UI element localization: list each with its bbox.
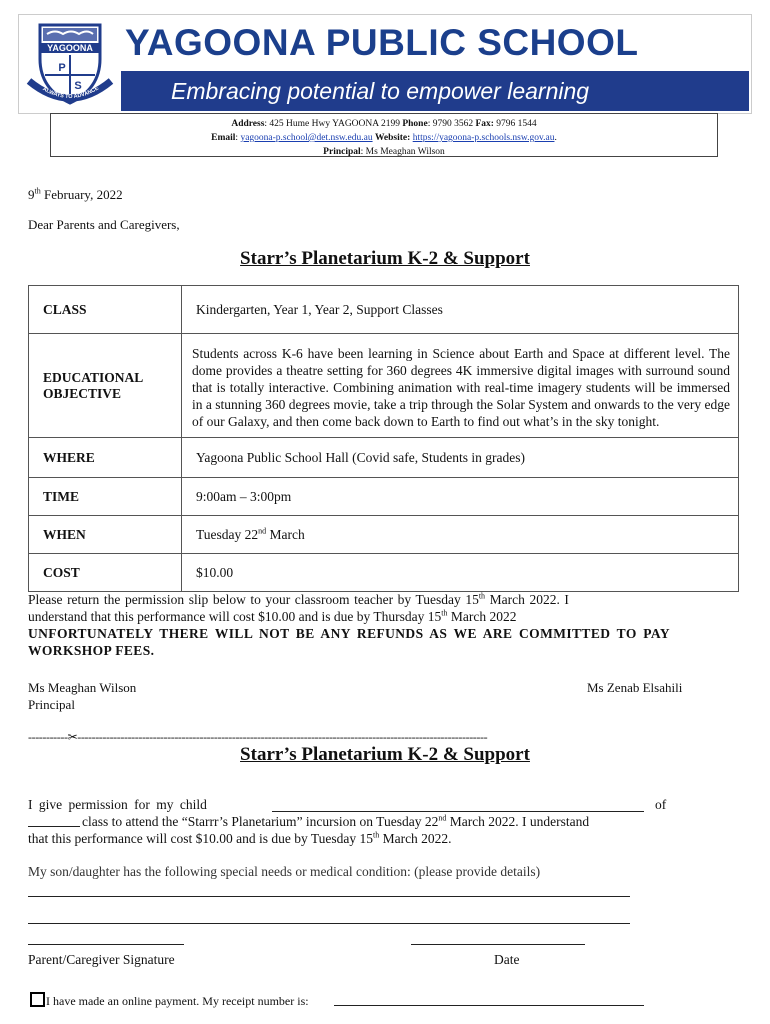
signature-label: Parent/Caregiver Signature: [28, 952, 175, 967]
when-label: WHEN: [29, 516, 182, 554]
principal-role: Principal: [28, 697, 75, 712]
contact-box: [50, 113, 718, 157]
permission-line-1: I give permission for my child: [28, 797, 207, 812]
class-value: Kindergarten, Year 1, Year 2, Support Classes: [182, 286, 739, 334]
table-row-when: [29, 516, 739, 554]
cut-line: -----------✂------------------------------------------------------------------------------------------------------------------: [28, 730, 488, 744]
address-line: Address: 425 Hume Hwy YAGOONA 2199 Phone: 9790 3562 Fax: 9796 1544: [231, 119, 537, 129]
school-banner: [18, 14, 752, 114]
cost-value: $10.00: [182, 554, 739, 592]
school-crest-icon: [25, 19, 115, 109]
permission-of: of: [655, 797, 667, 812]
principal-name: Ms Meaghan Wilson: [28, 680, 137, 695]
online-payment-label: I have made an online payment. My receipt number is:: [46, 994, 309, 1008]
email-link[interactable]: yagoona-p.school@det.nsw.edu.au: [240, 133, 373, 143]
when-value: Tuesday 22nd March: [182, 516, 739, 554]
refund-warning: UNFORTUNATELY THERE WILL NOT BE ANY REFUNDS AS WE ARE COMMITTED TO PAY WORKSHOP FEES.: [28, 626, 670, 658]
crest-letter-p: P: [58, 62, 66, 74]
medical-field-line-1[interactable]: [28, 884, 630, 897]
objective-label: EDUCATIONAL OBJECTIVE: [29, 334, 182, 438]
teacher-name: Ms Zenab Elsahili: [587, 680, 683, 695]
where-value: Yagoona Public School Hall (Covid safe, Students in grades): [182, 438, 739, 478]
principal-line: Principal: Ms Meaghan Wilson: [323, 147, 445, 157]
online-payment-checkbox[interactable]: [30, 992, 45, 1007]
time-value: 9:00am – 3:00pm: [182, 478, 739, 516]
child-name-field[interactable]: [272, 797, 644, 812]
greeting: Dear Parents and Caregivers,: [28, 217, 180, 232]
letter-date: 9th February, 2022: [28, 186, 123, 202]
table-row-objective: [29, 334, 739, 438]
crest-letter-s: S: [74, 80, 82, 92]
receipt-number-field[interactable]: [334, 993, 644, 1006]
email-line: Email: yagoona-p.school@det.nsw.edu.au Website: https://yagoona-p.schools.nsw.gov.au.: [211, 133, 557, 143]
medical-prompt: My son/daughter has the following special needs or medical condition: (please provide details): [28, 864, 541, 879]
table-row-class: [29, 286, 739, 334]
slip-title: Starr’s Planetarium K-2 & Support: [240, 744, 530, 765]
school-name: YAGOONA PUBLIC SCHOOL: [125, 22, 639, 63]
permission-line-2: class to attend the “Starrr’s Planetarium” incursion on Tuesday 22nd March 2022. I understand: [82, 813, 590, 829]
crest-motto: ALWAYS TO ADVANCE: [41, 85, 100, 101]
cost-label: COST: [29, 554, 182, 592]
objective-value: Students across K-6 have been learning in Science about Earth and Space at different level. The dome provides a theatre setting for 360 degrees 4K immersive digital images with surround sound that is totally interactive. Combining animation with real-time imagery students will be immersed in a stunning 360 degrees movie, take a trip through the Solar System and onwards to the very edge of our Galaxy, and then come back down to Earth to find out what’s in the sky tonight.: [182, 334, 739, 438]
excursion-info-table: [28, 285, 739, 592]
motto-bar: [121, 71, 749, 111]
date-field[interactable]: [411, 932, 585, 945]
permission-line-3: that this performance will cost $10.00 and is due by Tuesday 15th March 2022.: [28, 830, 452, 846]
website-link[interactable]: https://yagoona-p.schools.nsw.gov.au: [412, 133, 555, 143]
date-label: Date: [494, 952, 520, 967]
medical-field-line-2[interactable]: [28, 911, 630, 924]
where-label: WHERE: [29, 438, 182, 478]
crest-name: YAGOONA: [47, 43, 93, 53]
page-title: Starr’s Planetarium K-2 & Support: [240, 248, 530, 269]
table-row-cost: [29, 554, 739, 592]
notice-line-1: Please return the permission slip below to your classroom teacher by Tuesday 15th March 2022. I: [28, 591, 569, 607]
signature-field[interactable]: [28, 932, 184, 945]
class-label: CLASS: [29, 286, 182, 334]
notice-line-2: understand that this performance will cost $10.00 and is due by Thursday 15th March 2022: [28, 608, 517, 624]
school-motto: Embracing potential to empower learning: [171, 78, 590, 104]
scissors-icon: ✂: [67, 730, 78, 744]
table-row-time: [29, 478, 739, 516]
time-label: TIME: [29, 478, 182, 516]
class-field[interactable]: [28, 814, 80, 827]
table-row-where: [29, 438, 739, 478]
